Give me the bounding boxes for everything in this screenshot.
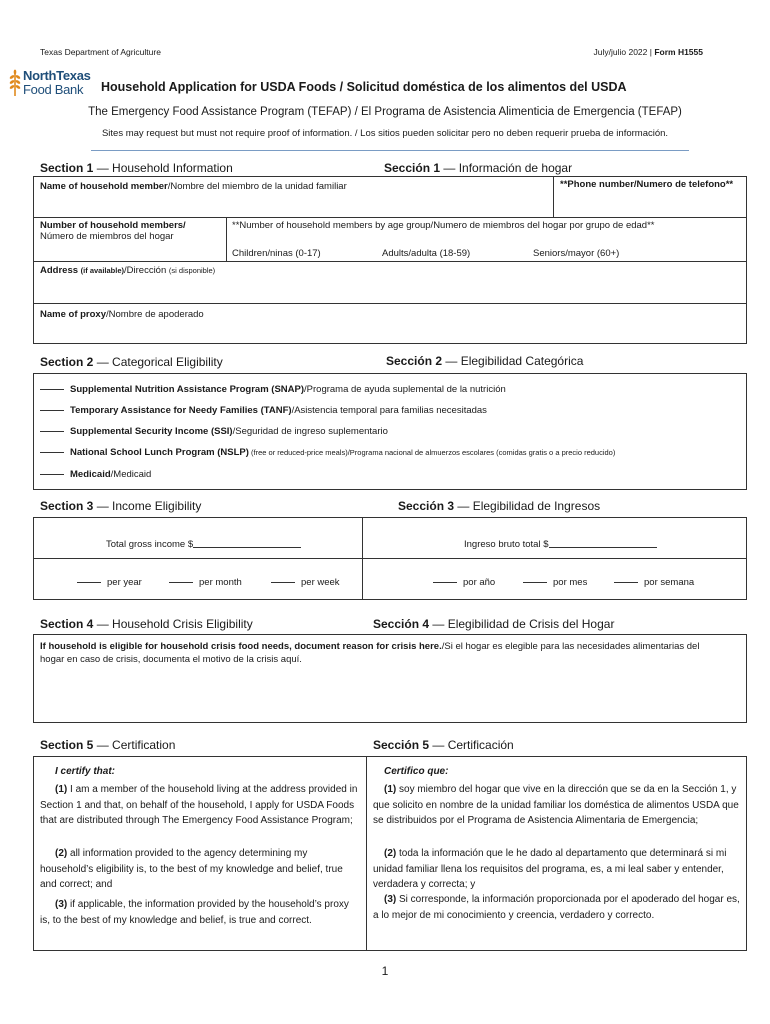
por-ano-option[interactable]: por año bbox=[433, 577, 495, 588]
crisis-instructions: If household is eligible for household crisis food needs, document reason for crisis here./Si el hogar es elegible para las necesidades alimentarias del hogar en caso de crisis, documenta el motivo de la crisis aquí. bbox=[40, 641, 700, 665]
household-member-name-field[interactable] bbox=[33, 176, 553, 217]
gross-income-en-field[interactable]: Total gross income $ bbox=[106, 539, 301, 550]
per-week-option[interactable]: per week bbox=[271, 577, 340, 588]
divider bbox=[33, 217, 747, 218]
section-1-title-es: Sección 1 — Información de hogar bbox=[384, 161, 573, 175]
divider bbox=[366, 756, 367, 951]
page-subtitle: The Emergency Food Assistance Program (TEFAP) / El Programa de Asistencia Alimenticia de Emergencia (TEFAP) bbox=[88, 106, 682, 118]
checkbox-blank[interactable] bbox=[40, 389, 64, 390]
divider bbox=[33, 558, 747, 559]
household-member-name-label: Name of household member/Nombre del miembro de la unidad familiar bbox=[40, 181, 347, 192]
phone-number-field[interactable] bbox=[553, 176, 747, 217]
page-number: 1 bbox=[381, 964, 389, 978]
tanf-option[interactable]: Temporary Assistance for Needy Families (TANF)/Asistencia temporal para familias necesitadas bbox=[40, 405, 487, 416]
certify-en-heading: I certify that: bbox=[55, 766, 116, 777]
children-count-field[interactable]: Children/ninas (0-17) bbox=[232, 248, 321, 259]
form-id: Form H1555 bbox=[654, 47, 703, 57]
certify-es-item-1: (1) soy miembro del hogar que vive en la dirección que se da en la Sección 1, y que solicito en nombre de la unidad familiar los doméstica de alimentos USDA que se distribuidos por el Programa de Asistencia Alimentaria de Emergencia; bbox=[373, 784, 739, 826]
logo-line-1: NorthTexas bbox=[23, 68, 91, 83]
phone-number-label: **Phone number/Numero de telefono** bbox=[560, 179, 734, 190]
food-bank-logo bbox=[8, 67, 98, 99]
checkbox-blank[interactable] bbox=[40, 431, 64, 432]
por-semana-option[interactable]: por semana bbox=[614, 577, 694, 588]
medicaid-option[interactable]: Medicaid/Medicaid bbox=[40, 469, 151, 480]
proxy-name-label: Name of proxy/Nombre de apoderado bbox=[40, 309, 204, 320]
address-field[interactable] bbox=[33, 261, 747, 303]
por-mes-option[interactable]: por mes bbox=[523, 577, 587, 588]
section-4-title-en: Section 4 — Household Crisis Eligibility bbox=[40, 617, 253, 631]
checkbox-blank[interactable] bbox=[40, 474, 64, 475]
proof-note: Sites may request but must not require proof of information. / Los sitios pueden solicitar pero no deben requerir prueba de información. bbox=[101, 128, 669, 139]
nslp-option[interactable]: National School Lunch Program (NSLP) (free or reduced-price meals)/Programa nacional de almuerzos escolares (comidas gratis o a precio reducido) bbox=[40, 447, 615, 458]
adults-count-field[interactable]: Adults/adulta (18-59) bbox=[382, 248, 471, 259]
snap-option[interactable]: Supplemental Nutrition Assistance Program (SNAP)/Programa de ayuda suplemental de la nutrición bbox=[40, 384, 506, 395]
gross-income-es-field[interactable]: Ingreso bruto total $ bbox=[464, 539, 657, 550]
per-year-option[interactable]: per year bbox=[77, 577, 142, 588]
form-date: July/julio 2022 | bbox=[593, 47, 652, 57]
title-underline bbox=[91, 150, 689, 151]
proxy-name-field[interactable] bbox=[33, 303, 747, 344]
section-2-title-es: Sección 2 — Elegibilidad Categórica bbox=[386, 354, 584, 368]
page-title: Household Application for USDA Foods / Solicitud doméstica de los alimentos del USDA bbox=[101, 80, 627, 94]
certify-en-item-2: (2) all information provided to the agency determining my household’s eligibility is, to the best of my knowledge and belief, true and correct; and bbox=[40, 848, 343, 890]
age-group-label: **Number of household members by age group/Numero de miembros del hogar por grupo de edad** bbox=[232, 220, 655, 231]
certify-es-heading: Certifico que: bbox=[384, 766, 449, 777]
household-members-label: Number of household members/ Número de miembros del hogar bbox=[40, 220, 186, 242]
checkbox-blank[interactable] bbox=[40, 410, 64, 411]
section-5-title-en: Section 5 — Certification bbox=[40, 738, 176, 752]
section-1-title-en: Section 1 — Household Information bbox=[40, 161, 233, 175]
per-month-option[interactable]: per month bbox=[169, 577, 242, 588]
certify-es-item-2: (2) toda la información que le he dado al departamento que determinará si mi unidad familiar llena los requisitos del programa, es, a mi leal saber y entender, verdadera y correcta; y bbox=[373, 848, 727, 890]
section-3-title-es: Sección 3 — Elegibilidad de Ingresos bbox=[398, 499, 601, 513]
section-3-title-en: Section 3 — Income Eligibility bbox=[40, 499, 202, 513]
certify-es-item-3: (3) Si corresponde, la información proporcionada por el apoderado del hogar es, a lo mejor de mi conocimiento y creencia, verdadero y correcto. bbox=[373, 894, 740, 921]
seniors-count-field[interactable]: Seniors/mayor (60+) bbox=[533, 248, 620, 259]
checkbox-blank[interactable] bbox=[40, 452, 64, 453]
address-label: Address (if available)/Dirección (si disponible) bbox=[40, 265, 216, 276]
divider bbox=[226, 217, 227, 261]
section-5-title-es: Sección 5 — Certificación bbox=[373, 738, 514, 752]
ssi-option[interactable]: Supplemental Security Income (SSI)/Seguridad de ingreso suplementario bbox=[40, 426, 388, 437]
section-2-title-en: Section 2 — Categorical Eligibility bbox=[40, 355, 223, 369]
wheat-icon bbox=[8, 69, 22, 97]
logo-line-2: Food Bank bbox=[23, 82, 84, 97]
section-4-title-es: Sección 4 — Elegibilidad de Crisis del Hogar bbox=[373, 617, 615, 631]
certify-en-item-3: (3) if applicable, the information provided by the household’s proxy is, to the best of my knowledge and belief, is true and correct. bbox=[40, 899, 349, 926]
agency-name: Texas Department of Agriculture bbox=[40, 47, 161, 57]
form-date-id bbox=[594, 47, 703, 57]
certify-en-item-1: (1) I am a member of the household living at the address provided in Section 1 and that, on behalf of the household, I apply for USDA Foods that are distributed through The Emergency Food Assistance Program; bbox=[40, 784, 358, 826]
